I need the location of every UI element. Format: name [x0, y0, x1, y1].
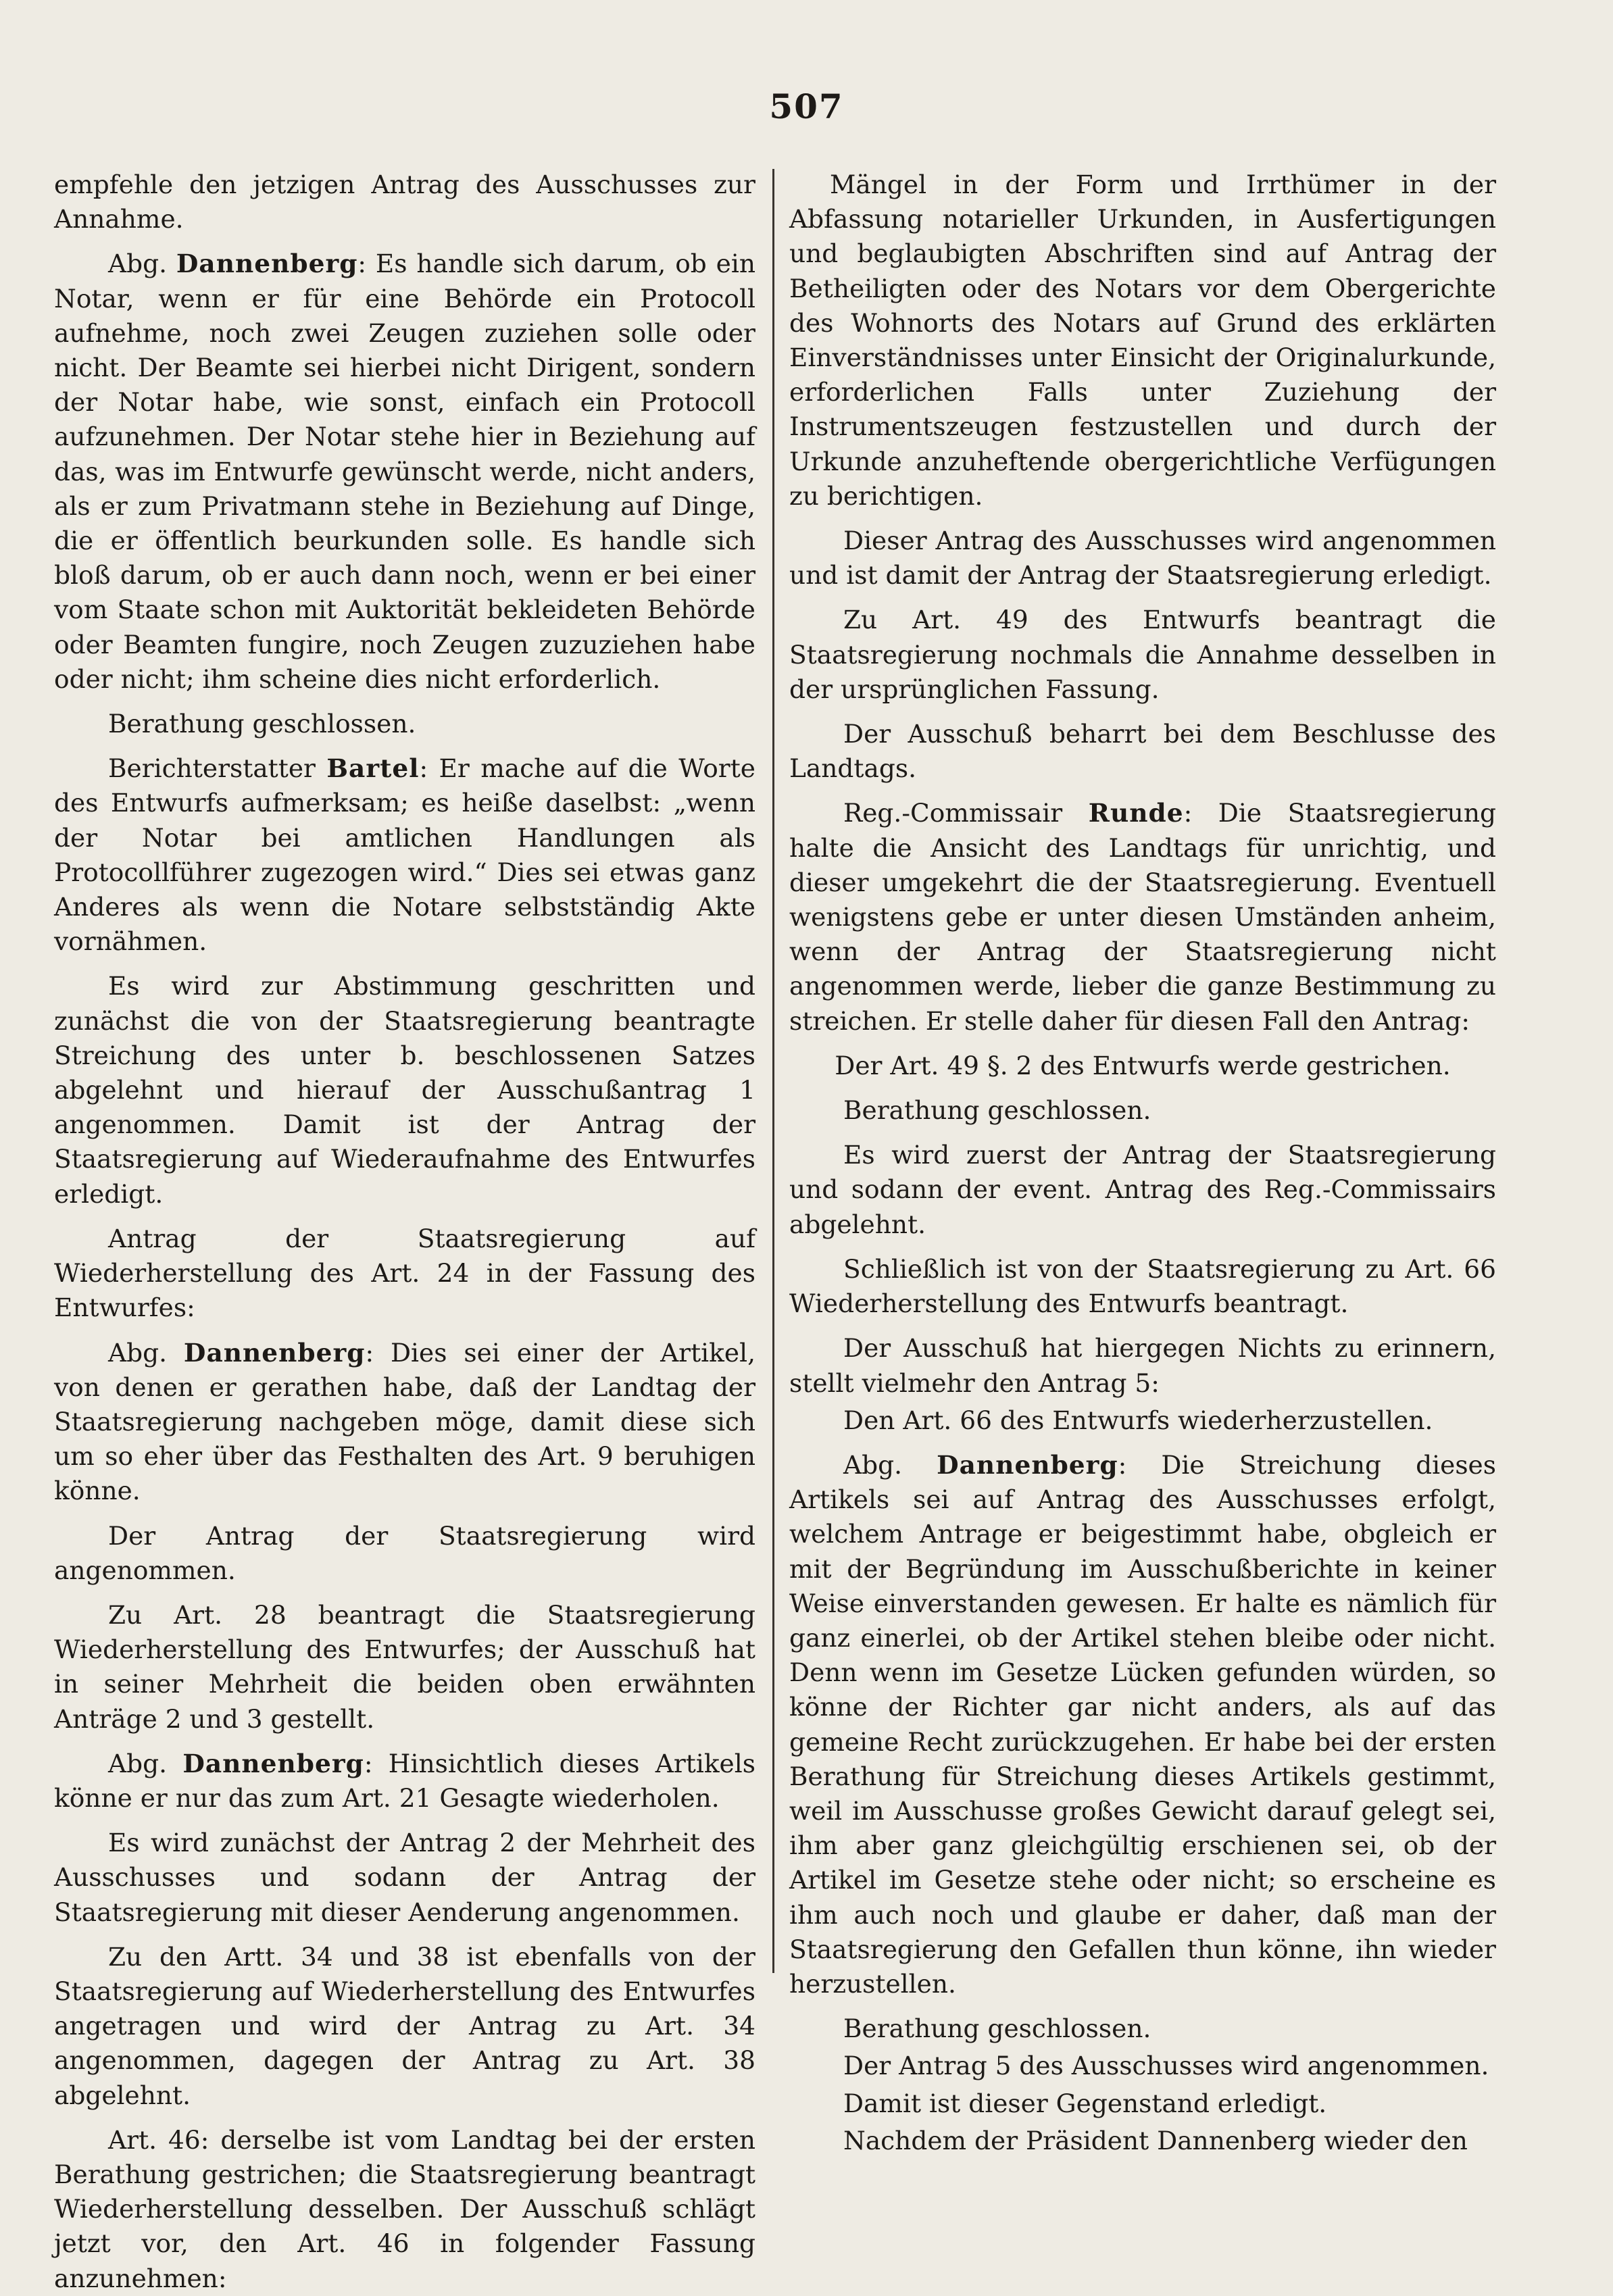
paragraph-text: : Die Streichung dieses Artikels sei auf Antrag des Ausschusses erfolgt, welchem Antrage er beigestimmt habe, obgleich er mit der Begründung im Ausschußberichte in keiner Weise einverstanden gewesen. Er halte es nämlich für ganz einerlei, ob der Artikel stehen bleibe oder nicht. Denn wenn im Gesetze Lücken gefunden würden, so könne der Richter gar nicht anders, als auf das gemeine Recht zurückzugehen. Er habe bei der ersten Berathung für Streichung dieses Artikels gestimmt, weil im Ausschusse großes Gewicht darauf gelegt sei, ihm aber ganz gleichgültig erschienen sei, ob der Artikel im Gesetze stehe oder nicht; so erscheine es ihm auch noch und glaube er daher, daß man der Staatsregierung den Gefallen thun könne, ihn wieder herzustellen. — [789, 1449, 1496, 1999]
paragraph — [54, 1222, 755, 1326]
speech-paragraph — [789, 1448, 1496, 2001]
paragraph-text: : Dies sei einer der Artikel, von denen er gerathen habe, daß der Landtag der Staatsregierung nachgeben möge, damit diese sich um so eher über das Festhalten des Art. 9 beruhigen könne. — [54, 1337, 756, 1506]
paragraph-text: empfehle den jetzigen Antrag des Ausschusses zur Annahme. — [54, 170, 755, 234]
paragraph-text: Zu den Artt. 34 und 38 ist ebenfalls von der Staatsregierung auf Wiederherstellung des Entwurfes angetragen und wird der Antrag zu Art. 34 angenommen, dagegen der Antrag zu Art. 38 abgelehnt. — [54, 1941, 755, 2110]
speaker-role: Abg. — [843, 1449, 937, 1480]
paragraph-text: Zu Art. 49 des Entwurfs beantragt die Staatsregierung nochmals die Annahme desselben in der ursprünglichen Fassung. — [789, 605, 1496, 704]
speaker-role: Abg. — [108, 249, 176, 279]
quoted-article — [789, 168, 1496, 514]
paragraph — [789, 2049, 1496, 2083]
speaker-role: Reg.-Commissair — [843, 798, 1089, 828]
speech-paragraph — [54, 1336, 755, 1509]
paragraph — [54, 168, 755, 236]
motion-text — [789, 1049, 1496, 1083]
speaker-role: Berichterstatter — [108, 753, 327, 784]
paragraph-text: Es wird zunächst der Antrag 2 der Mehrheit des Ausschusses und sodann der Antrag der Staatsregierung mit dieser Aenderung angenommen. — [54, 1828, 755, 1927]
paragraph — [789, 2087, 1496, 2121]
paragraph — [789, 2124, 1496, 2158]
paragraph-text: : Er mache auf die Worte des Entwurfs aufmerksam; es heiße daselbst: „wenn der Notar bei amtlichen Handlungen als Protocollführer zugezogen wird.“ Dies sei etwas ganz Anderes als wenn die Notare selbstständig Akte vornähmen. — [54, 753, 755, 957]
paragraph-text: Der Art. 49 §. 2 des Entwurfs werde gestrichen. — [835, 1050, 1451, 1080]
speech-paragraph — [54, 751, 755, 959]
paragraph — [54, 2123, 755, 2296]
paragraph-text: : Es handle sich darum, ob ein Notar, wenn er für eine Behörde ein Protocoll aufnehme, noch zwei Zeugen zuziehen solle oder nicht. Der Beamte sei hierbei nicht Dirigent, sondern der Notar habe, wie sonst, einfach ein Protocoll aufzunehmen. Der Notar stehe hier in Beziehung auf das, was im Entwurfe gewünscht werde, nicht anders, als er zum Privatmann stehe in Beziehung auf Dinge, die er öffentlich beurkunden solle. Es handle sich bloß darum, ob er auch dann noch, wenn er bei einer vom Staate schon mit Auktorität bekleideten Behörde oder Beamten fungire, noch Zeugen zuzuziehen habe oder nicht; ihm scheine dies nicht erforderlich. — [54, 249, 755, 694]
paragraph-text: : Hinsichtlich dieses Artikels könne er nur das zum Art. 21 Gesagte wiederholen. — [54, 1748, 755, 1813]
speaker-name: Dannenberg — [937, 1449, 1118, 1480]
paragraph-text: Berathung geschlossen. — [843, 2014, 1151, 2044]
paragraph — [789, 1252, 1496, 1321]
paragraph — [789, 1138, 1496, 1242]
paragraph — [789, 524, 1496, 593]
paragraph-text: Antrag der Staatsregierung auf Wiederherstellung des Art. 24 in der Fassung des Entwurfes: — [54, 1223, 755, 1323]
paragraph — [54, 1519, 755, 1588]
right-column — [789, 168, 1496, 2155]
paragraph-text: Nachdem der Präsident Dannenberg wieder den — [843, 2125, 1468, 2155]
paragraph — [789, 2012, 1496, 2046]
paragraph — [789, 1331, 1496, 1400]
speaker-role: Abg. — [108, 1748, 183, 1778]
paragraph — [789, 1093, 1496, 1128]
speaker-name: Bartel — [326, 753, 420, 784]
paragraph — [54, 1940, 755, 2113]
paragraph-text: Der Antrag der Staatsregierung wird angenommen. — [54, 1520, 755, 1585]
paragraph — [789, 603, 1496, 707]
paragraph — [789, 717, 1496, 786]
paragraph-text: Art. 46: derselbe ist vom Landtag bei der ersten Berathung gestrichen; die Staatsregierung beantragt Wiederherstellung desselben. Der Ausschuß schlägt jetzt vor, den Art. 46 in folgender Fassung anzunehmen: — [54, 2124, 755, 2293]
page-number: 507 — [769, 86, 844, 126]
paragraph-text: Es wird zur Abstimmung geschritten und zunächst die von der Staatsregierung beantragte Streichung des unter b. beschlossenen Satzes abgelehnt und hierauf der Ausschußantrag 1 angenommen. Damit ist der Antrag der Staatsregierung auf Wiederaufnahme des Entwurfes erledigt. — [54, 971, 755, 1209]
paragraph — [54, 707, 755, 741]
paragraph — [54, 969, 755, 1211]
speaker-name: Dannenberg — [183, 1337, 366, 1368]
paragraph-text: : Die Staatsregierung halte die Ansicht des Landtags für unrichtig, und dieser umgekehrt die der Staatsregierung. Eventuell wenigstens gebe er unter diesen Umständen anheim, wenn der Antrag der Staatsregierung nicht angenommen werde, lieber die ganze Bestimmung zu streichen. Er stelle daher für diesen Fall den Antrag: — [789, 798, 1496, 1036]
paragraph-text: Der Ausschuß beharrt bei dem Beschlusse des Landtags. — [789, 719, 1496, 784]
paragraph-text: Damit ist dieser Gegenstand erledigt. — [843, 2088, 1327, 2118]
speaker-name: Runde — [1088, 798, 1184, 828]
paragraph — [54, 1826, 755, 1930]
paragraph-text: Dieser Antrag des Ausschusses wird angenommen und ist damit der Antrag der Staatsregierung erledigt. — [789, 526, 1496, 591]
paragraph-text: Der Ausschuß hat hiergegen Nichts zu erinnern, stellt vielmehr den Antrag 5: — [789, 1333, 1496, 1398]
paragraph-text: Schließlich ist von der Staatsregierung zu Art. 66 Wiederherstellung des Entwurfs beantragt. — [789, 1253, 1496, 1319]
speaker-name: Dannenberg — [182, 1748, 364, 1778]
paragraph-text: Mängel in der Form und Irrthümer in der Abfassung notarieller Urkunden, in Ausfertigungen und beglaubigten Abschriften sind auf Antrag der Betheiligten oder des Notars vor dem Obergerichte des Wohnorts des Notars auf Grund des erklärten Einverständnisses unter Einsicht der Originalurkunde, erforderlichen Falls unter Zuziehung der Instrumentszeugen festzustellen und durch der Urkunde anzuheftende obergerichtliche Verfügungen zu berichtigen. — [789, 170, 1496, 511]
paragraph-text: Den Art. 66 des Entwurfs wiederherzustellen. — [843, 1405, 1433, 1435]
motion-text — [789, 1403, 1496, 1438]
speech-paragraph — [54, 1747, 755, 1816]
paragraph-text: Es wird zuerst der Antrag der Staatsregierung und sodann der event. Antrag des Reg.-Commissairs abgelehnt. — [789, 1140, 1496, 1239]
paragraph-text: Berathung geschlossen. — [843, 1095, 1151, 1126]
speech-paragraph — [789, 796, 1496, 1038]
paragraph-text: Berathung geschlossen. — [108, 709, 416, 739]
paragraph — [54, 1598, 755, 1737]
column-divider — [772, 169, 774, 1973]
speaker-role: Abg. — [108, 1337, 184, 1368]
paragraph-text: Der Antrag 5 des Ausschusses wird angenommen. — [843, 2051, 1489, 2081]
paragraph-text: Zu Art. 28 beantragt die Staatsregierung Wiederherstellung des Entwurfes; der Ausschuß hat in seiner Mehrheit die beiden oben erwähnten Anträge 2 und 3 gestellt. — [54, 1599, 755, 1734]
speech-paragraph — [54, 247, 755, 697]
speaker-name: Dannenberg — [176, 249, 358, 279]
left-column — [54, 168, 756, 2293]
